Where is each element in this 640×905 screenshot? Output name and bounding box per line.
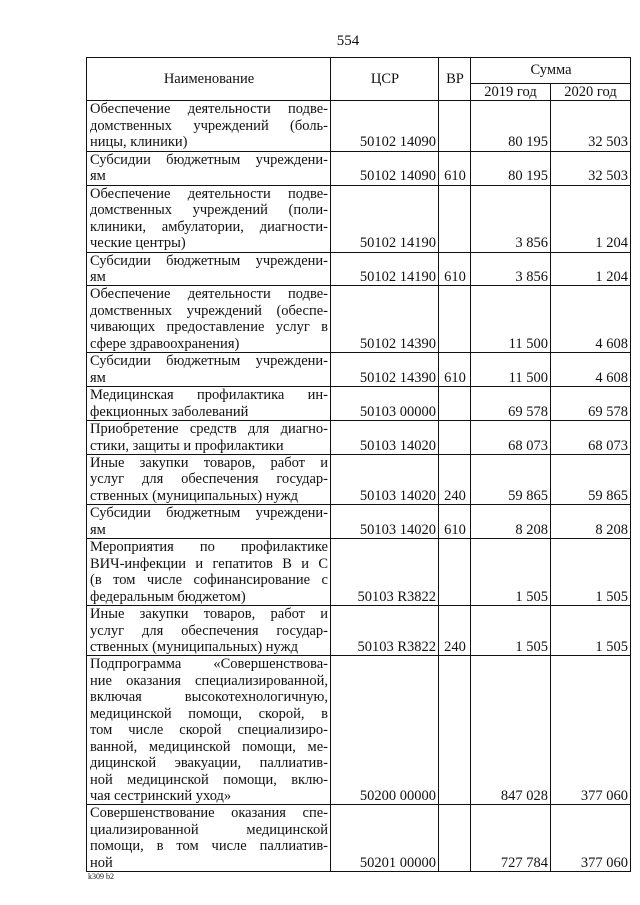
row-name-cell [87, 454, 331, 504]
row-name-line: том числе скорой специализиро- [90, 722, 328, 739]
header-sum: Сумма [471, 58, 631, 84]
row-sum-2020-cell: 8 208 [551, 505, 631, 539]
row-csr-cell: 50200 00000 [331, 656, 439, 805]
row-sum-2019-cell: 11 500 [471, 353, 551, 387]
header-vr: ВР [439, 58, 471, 101]
row-sum-2019-cell: 80 195 [471, 101, 551, 151]
row-vr-cell [439, 805, 471, 872]
row-sum-2020-cell: 68 073 [551, 421, 631, 455]
row-name-cell [87, 421, 331, 455]
row-name-line: Обеспечение деятельности подве- [90, 286, 328, 303]
row-sum-2019-cell: 68 073 [471, 421, 551, 455]
row-csr-cell: 50103 14020 [331, 505, 439, 539]
table-row [87, 151, 631, 185]
row-name-line: Иные закупки товаров, работ и [90, 454, 328, 471]
row-sum-2019-cell: 727 784 [471, 805, 551, 872]
row-sum-2020-cell: 32 503 [551, 151, 631, 185]
table-row [87, 387, 631, 421]
row-name-line: Подпрограмма «Совершенствова- [90, 656, 328, 673]
row-name-line: Субсидии бюджетным учреждени- [90, 353, 328, 370]
row-name-line: ям [90, 369, 106, 386]
row-csr-cell: 50201 00000 [331, 805, 439, 872]
row-sum-2019-cell: 1 505 [471, 606, 551, 656]
row-vr-cell [439, 387, 471, 421]
row-sum-2020-cell: 59 865 [551, 454, 631, 504]
row-name-line: ям [90, 168, 106, 185]
header-csr: ЦСР [331, 58, 439, 101]
row-name-line: Медицинская профилактика ин- [90, 387, 328, 404]
row-name-cell [87, 505, 331, 539]
row-csr-cell: 50103 R3822 [331, 539, 439, 606]
row-vr-cell [439, 185, 471, 252]
row-name-line: ВИЧ-инфекции и гепатитов В и С [90, 555, 328, 572]
row-name-line: Приобретение средств для диагно- [90, 421, 328, 438]
row-name-line: ческие центры) [90, 235, 186, 252]
row-sum-2019-cell: 8 208 [471, 505, 551, 539]
row-sum-2020-cell: 1 204 [551, 252, 631, 286]
table-row [87, 656, 631, 805]
row-name-line: включая высокотехнологичную, [90, 689, 328, 706]
row-name-cell [87, 606, 331, 656]
row-csr-cell: 50103 R3822 [331, 606, 439, 656]
row-name-line: Мероприятия по профилактике [90, 539, 328, 556]
row-vr-cell [439, 101, 471, 151]
row-name-line: Совершенствование оказания спе- [90, 805, 328, 822]
row-sum-2020-cell: 1 505 [551, 606, 631, 656]
row-name-line: домственных учреждений (боль- [90, 117, 328, 134]
table-header [87, 58, 631, 101]
row-sum-2020-cell: 1 505 [551, 539, 631, 606]
row-name-line: сфере здравоохранения) [90, 335, 240, 352]
row-name-line: Иные закупки товаров, работ и [90, 606, 328, 623]
row-vr-cell: 610 [439, 353, 471, 387]
row-sum-2019-cell: 3 856 [471, 252, 551, 286]
row-sum-2020-cell: 1 204 [551, 185, 631, 252]
row-name-cell [87, 539, 331, 606]
row-vr-cell: 240 [439, 606, 471, 656]
row-name-line: домственных учреждений (поли- [90, 202, 328, 219]
row-csr-cell: 50103 14020 [331, 421, 439, 455]
row-sum-2019-cell: 847 028 [471, 656, 551, 805]
row-sum-2019-cell: 69 578 [471, 387, 551, 421]
row-name-line: чая сестринский уход» [90, 788, 232, 805]
row-vr-cell [439, 286, 471, 353]
row-vr-cell: 610 [439, 252, 471, 286]
row-name-line: федеральным бюджетом) [90, 588, 246, 605]
row-sum-2019-cell: 3 856 [471, 185, 551, 252]
row-name-cell [87, 286, 331, 353]
row-name-line: Субсидии бюджетным учреждени- [90, 505, 328, 522]
header-year-2019: 2019 год [471, 84, 551, 101]
row-sum-2020-cell: 377 060 [551, 656, 631, 805]
row-name-line: медицинской помощи, скорой, в [90, 705, 328, 722]
row-vr-cell [439, 539, 471, 606]
table-row [87, 539, 631, 606]
row-sum-2019-cell: 59 865 [471, 454, 551, 504]
row-name-line: (в том числе софинансирование с [90, 572, 328, 589]
row-csr-cell: 50102 14390 [331, 353, 439, 387]
row-sum-2019-cell: 11 500 [471, 286, 551, 353]
table-row [87, 286, 631, 353]
row-csr-cell: 50103 00000 [331, 387, 439, 421]
row-vr-cell [439, 656, 471, 805]
row-vr-cell: 610 [439, 151, 471, 185]
row-sum-2020-cell: 377 060 [551, 805, 631, 872]
row-name-cell [87, 353, 331, 387]
table-row [87, 606, 631, 656]
row-name-line: ницы, клиники) [90, 134, 188, 151]
row-csr-cell: 50102 14390 [331, 286, 439, 353]
row-name-line: ной [90, 854, 113, 871]
table-row [87, 454, 631, 504]
row-name-line: стики, защиты и профилактики [90, 437, 284, 454]
row-name-line: Обеспечение деятельности подве- [90, 185, 328, 202]
row-sum-2019-cell: 80 195 [471, 151, 551, 185]
table-body [87, 101, 631, 872]
row-name-cell [87, 185, 331, 252]
row-csr-cell: 50102 14190 [331, 185, 439, 252]
row-name-line: ванной, медицинской помощи, ме- [90, 738, 328, 755]
table-row [87, 421, 631, 455]
row-csr-cell: 50102 14090 [331, 151, 439, 185]
row-vr-cell [439, 421, 471, 455]
row-sum-2020-cell: 69 578 [551, 387, 631, 421]
row-csr-cell: 50103 14020 [331, 454, 439, 504]
row-vr-cell: 240 [439, 454, 471, 504]
table-row [87, 505, 631, 539]
row-name-line: ние оказания специализированной, [90, 672, 328, 689]
row-name-line: ной медицинской помощи, вклю- [90, 771, 328, 788]
row-sum-2020-cell: 32 503 [551, 101, 631, 151]
row-name-line: Субсидии бюджетным учреждени- [90, 151, 328, 168]
row-sum-2020-cell: 4 608 [551, 286, 631, 353]
row-name-cell [87, 101, 331, 151]
row-name-line: ственных (муниципальных) нужд [90, 487, 298, 504]
row-sum-2020-cell: 4 608 [551, 353, 631, 387]
row-name-cell [87, 252, 331, 286]
row-name-line: циализированной медицинской [90, 821, 328, 838]
table-row [87, 805, 631, 872]
row-vr-cell: 610 [439, 505, 471, 539]
row-name-line: помощи, в том числе паллиатив- [90, 838, 328, 855]
row-name-line: ям [90, 268, 106, 285]
row-csr-cell: 50102 14190 [331, 252, 439, 286]
table-row [87, 252, 631, 286]
row-sum-2019-cell: 1 505 [471, 539, 551, 606]
row-name-line: фекционных заболеваний [90, 403, 249, 420]
row-name-cell [87, 656, 331, 805]
row-name-line: услуг для обеспечения государ- [90, 471, 328, 488]
row-csr-cell: 50102 14090 [331, 101, 439, 151]
table-row [87, 353, 631, 387]
header-year-2020: 2020 год [551, 84, 631, 101]
row-name-line: ственных (муниципальных) нужд [90, 638, 298, 655]
row-name-line: чивающих предоставление услуг в [90, 319, 328, 336]
page-number: 554 [336, 33, 360, 49]
header-name: Наименование [87, 58, 331, 101]
row-name-cell [87, 387, 331, 421]
row-name-cell [87, 805, 331, 872]
row-name-line: дицинской эвакуации, паллиатив- [90, 755, 328, 772]
row-name-line: Обеспечение деятельности подве- [90, 101, 328, 118]
row-name-line: клиники, амбулатории, диагности- [90, 218, 328, 235]
row-name-line: Субсидии бюджетным учреждени- [90, 252, 328, 269]
row-name-line: домственных учреждений (обеспе- [90, 302, 328, 319]
row-name-line: услуг для обеспечения государ- [90, 622, 328, 639]
footer-code: k309 b2 [88, 872, 114, 881]
row-name-cell [87, 151, 331, 185]
row-name-line: ям [90, 521, 106, 538]
budget-table [86, 57, 631, 872]
table-row [87, 185, 631, 252]
header-row [87, 58, 631, 84]
table-row [87, 101, 631, 151]
